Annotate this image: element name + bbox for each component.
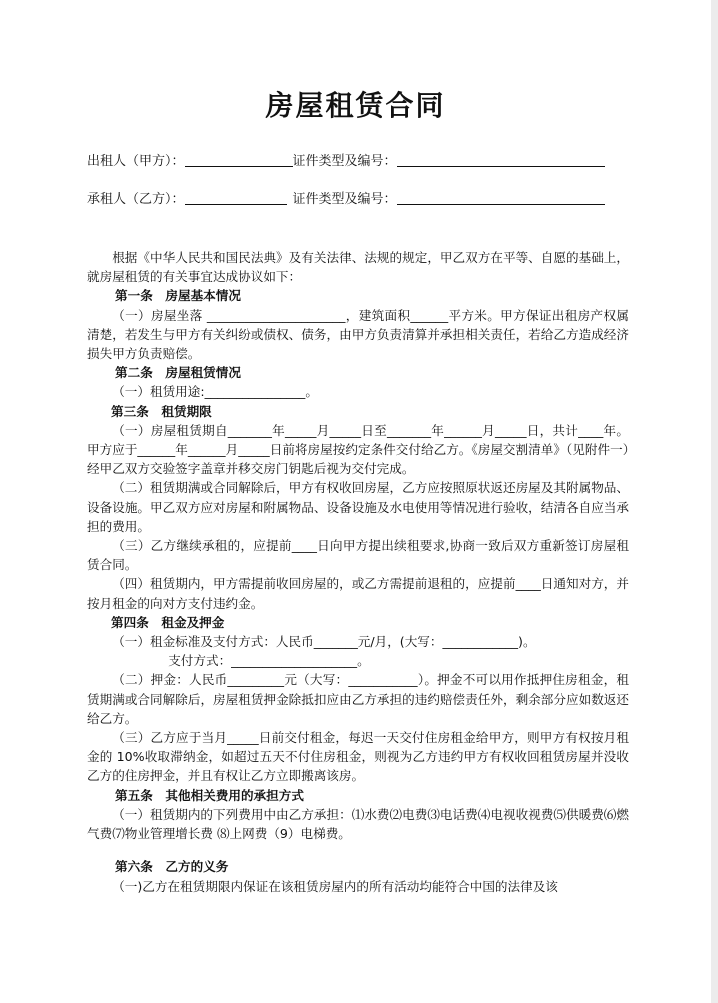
paragraph: 支付方式：____________________。 [168, 653, 370, 669]
paragraph: （一)乙方在租赁期限内保证在该租赁房屋内的所有活动均能符合中国的法律及该 [112, 878, 558, 894]
scrollbar[interactable] [711, 0, 718, 1003]
paragraph: （一）租金标准及支付方式：人民币_______元/月，(大写：____________)。 [112, 634, 536, 650]
lessor-line [87, 152, 605, 172]
paragraph: （一）房屋租赁期自_______年_____月_____日至_______年______月_____日，共计____年。甲方应于______年______月_____日前将房屋按约定条件交付给乙方。《房屋交割清单》（见附件一）经甲乙双方交验签字盖章并移交房门钥匙后视为交付完成。 [87, 422, 629, 477]
paragraph: （一）租赁用途:________________。 [112, 384, 318, 400]
paragraph: （二）租赁期满或合同解除后，甲方有权收回房屋，乙方应按照原状返还房屋及其附属物品、设备设施。甲乙双方应对房屋和附属物品、设备设施及水电使用等情况进行验收，结清各自应当承担的费用。 [87, 480, 629, 534]
paragraph: （二）押金：人民币_________元（大写：___________）。押金不可以用作抵押住房租金，租赁期满或合同解除后，房屋租赁押金除抵扣应由乙方承担的违约赔偿责任外，剩余部分应如数返还给乙方。 [87, 672, 629, 726]
document-title: 房屋租赁合同 [265, 89, 446, 122]
paragraph: 根据《中华人民共和国民法典》及有关法律、法规的规定，甲乙双方在平等、自愿的基础上，就房屋租赁的有关事宜达成协议如下： [87, 250, 629, 285]
lessee-label: 承租人（乙方）： [87, 192, 185, 207]
lessee-blank [185, 190, 287, 205]
article-heading: 第一条 房屋基本情况 [115, 288, 241, 304]
paragraph: （一）房屋坐落 ______________________，建筑面积______平方米。甲方保证出租房产权属清楚，若发生与甲方有关纠纷或债权、债务，由甲方负责清算并承担相关责任，若给乙方造成经济损失甲方负责赔偿。 [87, 307, 629, 362]
paragraph-gap [87, 843, 629, 857]
paragraph: （三）乙方应于当月_____日前交付租金，每迟一天交付住房租金给甲方，则甲方有权按月租金的 10%收取滞纳金，如超过五天不付住房租金，则视为乙方违约甲方有权收回租赁房屋并没收乙方的住房押金，并且有权让乙方立即搬离该房。 [87, 730, 629, 784]
paragraph: （四）租赁期内，甲方需提前收回房屋的，或乙方需提前退租的，应提前____日通知对方，并按月租金的向对方支付违约金。 [87, 576, 629, 611]
article-heading: 第三条 租赁期限 [111, 403, 212, 419]
lessee-id-blank [397, 190, 605, 205]
article-heading: 第二条 房屋租赁情况 [115, 365, 241, 381]
lessee-line [87, 190, 605, 210]
paragraph: （一）租赁期内的下列费用中由乙方承担：⑴水费⑵电费⑶电话费⑷电视收视费⑸供暖费⑹燃气费⑺物业管理增长费 ⑻上网费（9）电梯费。 [87, 806, 629, 842]
article-heading: 第六条 乙方的义务 [115, 859, 229, 875]
lessor-blank [185, 152, 293, 167]
lessee-id-label: 证件类型及编号： [292, 192, 397, 207]
lessor-label: 出租人（甲方）： [87, 154, 185, 169]
paragraph: （三）乙方继续承租的，应提前____日向甲方提出续租要求,协商一致后双方重新签订房屋租赁合同。 [87, 538, 629, 573]
lessor-id-label: 证件类型及编号： [292, 154, 397, 169]
contract-body [87, 248, 629, 896]
article-heading: 第五条 其他相关费用的承担方式 [115, 787, 304, 803]
lessor-id-blank [397, 152, 605, 167]
article-heading: 第四条 租金及押金 [111, 614, 225, 630]
